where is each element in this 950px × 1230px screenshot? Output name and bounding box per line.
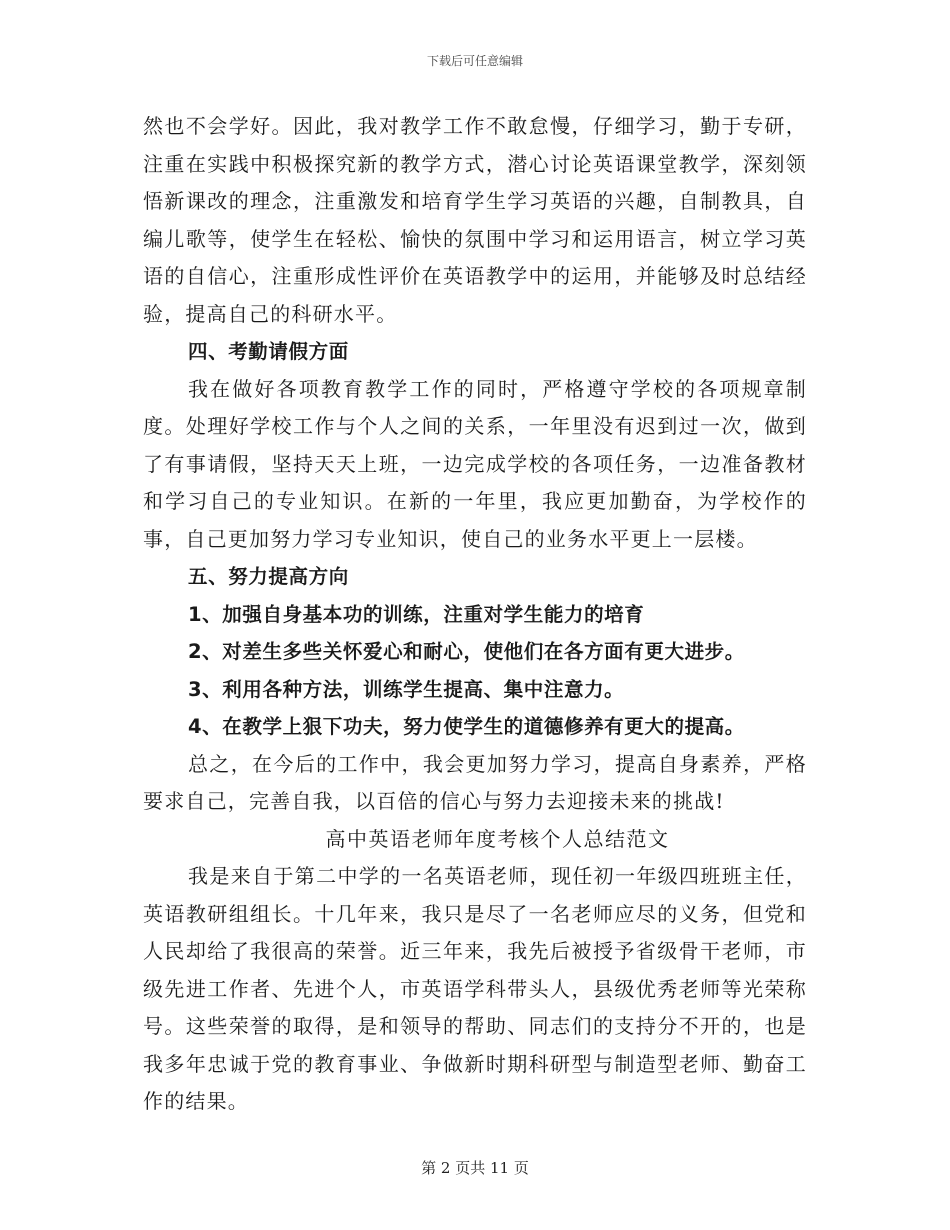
document-title: 高中英语老师年度考核个人总结范文	[325, 826, 670, 851]
improvement-item-3: 3、利用各种方法，训练学生提高、集中注意力。	[188, 677, 625, 701]
document-body	[143, 108, 807, 1121]
page-footer: 第 2 页共 11 页	[421, 1159, 529, 1177]
section-heading-improvement: 五、努力提高方向	[188, 565, 349, 588]
paragraph-attendance: 我在做好各项教育教学工作的同时，严格遵守学校的各项规章制度。处理好学校工作与个人之间的关系，一年里没有迟到过一次，做到了有事请假，坚持天天上班，一边完成学校的各项任务，一边准备教材和学习自己的专业知识。在新的一年里，我应更加勤奋，为学校作的事，自己更加努力学习专业知识，使自己的业务水平更上一层楼。	[143, 376, 807, 551]
improvement-item-1: 1、加强自身基本功的训练，注重对学生能力的培育	[188, 602, 645, 626]
paragraph-teaching: 然也不会学好。因此，我对教学工作不敢怠慢，仔细学习，勤于专研，注重在实践中积极探究新的教学方式，潜心讨论英语课堂教学，深刻领悟新课改的理念，注重激发和培育学生学习英语的兴趣，自制教具，自编儿歌等，使学生在轻松、愉快的氛围中学习和运用语言，树立学习英语的自信心，注重形成性评价在英语教学中的运用，并能够及时总结经验，提高自己的科研水平。	[143, 114, 807, 326]
page-header: 下载后可任意编辑	[426, 54, 523, 68]
improvement-item-4: 4、在教学上狠下功夫，努力使学生的道德修养有更大的提高。	[188, 715, 745, 738]
improvement-item-2: 2、对差生多些关怀爱心和耐心，使他们在各方面有更大进步。	[188, 640, 745, 663]
section-heading-attendance: 四、考勤请假方面	[188, 340, 349, 363]
paragraph-introduction: 我是来自于第二中学的一名英语老师，现任初一年级四班班主任，英语教研组组长。十几年来，我只是尽了一名老师应尽的义务，但党和人民却给了我很高的荣誉。近三年来，我先后被授予省级骨干老师，市级先进工作者、先进个人，市英语学科带头人，县级优秀老师等光荣称号。这些荣誉的取得，是和领导的帮助、同志们的支持分不开的，也是我多年忠诚于党的教育事业、争做新时期科研型与制造型老师、勤奋工作的结果。	[143, 864, 807, 1113]
paragraph-conclusion: 总之，在今后的工作中，我会更加努力学习，提高自身素养，严格要求自己，完善自我，以百倍的信心与努力去迎接未来的挑战!	[143, 751, 807, 813]
